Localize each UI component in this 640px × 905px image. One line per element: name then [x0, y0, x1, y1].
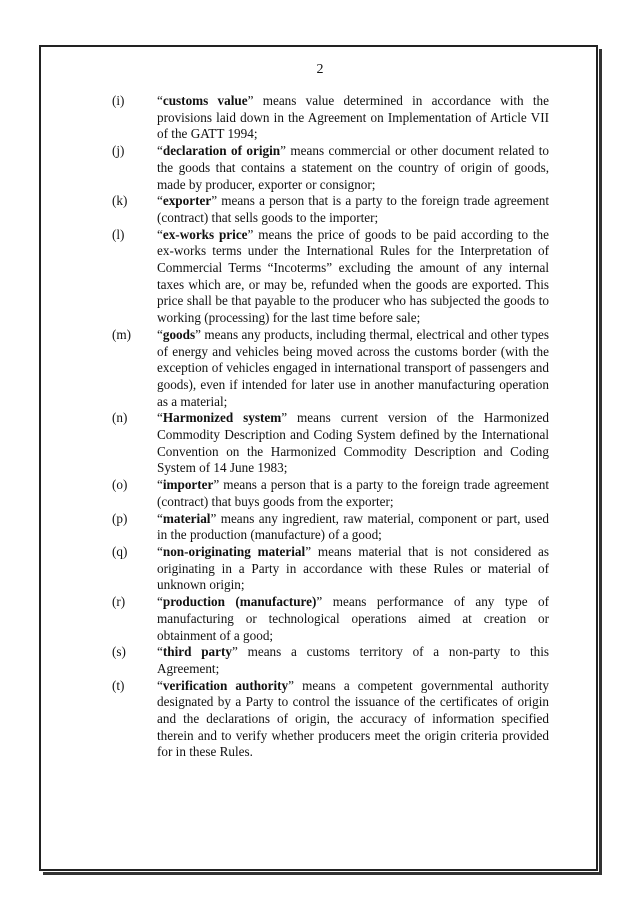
open-quote: “ — [157, 543, 163, 559]
open-quote: “ — [157, 193, 163, 209]
definition-term: Harmonized system — [162, 410, 282, 426]
definition-letter: (r) — [112, 594, 126, 610]
close-quote: ” — [195, 326, 201, 342]
close-quote: ” — [280, 143, 286, 159]
definition-text: means a person that is a party to the foreign trade agreement (contract) that sells goods to the importer; — [157, 193, 549, 225]
definition-q — [112, 544, 549, 594]
definition-text: means a person that is a party to the foreign trade agreement (contract) that buys goods from the exporter; — [157, 477, 549, 509]
open-quote: “ — [157, 410, 163, 426]
definition-letter: (k) — [112, 193, 128, 209]
definition-term: ex-works price — [162, 226, 248, 242]
close-quote: ” — [210, 510, 217, 526]
close-quote: ” — [211, 193, 218, 209]
definition-text: means material that is not considered as originating in a Party in accordance with these Rules or material of unknown origin; — [157, 543, 549, 593]
close-quote: ” — [281, 410, 288, 426]
definition-term: production (manufacture) — [162, 594, 317, 610]
definition-letter: (j) — [112, 143, 125, 159]
open-quote: “ — [157, 143, 163, 159]
definition-letter: (s) — [112, 644, 126, 660]
definition-term: declaration of origin — [162, 143, 281, 159]
definition-l — [112, 227, 549, 327]
definition-letter: (m) — [112, 326, 132, 342]
open-quote: “ — [157, 93, 163, 108]
definition-letter: (n) — [112, 410, 128, 426]
close-quote: ” — [288, 677, 294, 693]
open-quote: “ — [157, 477, 163, 493]
definition-letter: (i) — [112, 93, 125, 108]
definition-term: exporter — [162, 193, 212, 209]
definition-text: means a competent governmental authority designated by a Party to control the issuance of the certificates of origin and the declarations of origin, the accuracy of information specified therein and to verify whether producers meet the origin criteria provided for in these Rules. — [157, 677, 549, 760]
definition-o — [112, 477, 549, 510]
definition-i — [112, 93, 549, 143]
definition-letter: (t) — [112, 677, 125, 693]
open-quote: “ — [157, 510, 163, 526]
close-quote: ” — [247, 226, 254, 242]
definition-term: non-originating material — [162, 543, 306, 559]
definitions-list — [112, 93, 549, 761]
close-quote: ” — [213, 477, 220, 493]
definition-text: means a customs territory of a non-party to this Agreement; — [157, 644, 550, 676]
close-quote: ” — [316, 594, 323, 610]
definition-letter: (l) — [112, 226, 125, 242]
definition-j — [112, 143, 549, 193]
definition-r — [112, 594, 549, 644]
definition-m — [112, 327, 549, 411]
close-quote: ” — [231, 644, 238, 660]
definition-text: means any products, including thermal, electrical and other types of energy and vehicles being moved across the customs border (with the exception of vehicles engaged in international transport of passengers and goods), even if intended for later use in another manufacturing operation as a material; — [157, 326, 549, 409]
definition-text: means any ingredient, raw material, component or part, used in the production (manufacture) of a good; — [157, 510, 549, 543]
definition-letter: (p) — [112, 510, 128, 526]
definition-text: means current version of the Harmonized Commodity Description and Coding System defined by the International Convention on the Harmonized Commodity Description and Coding System of 14 June 1983; — [157, 410, 549, 476]
open-quote: “ — [157, 644, 163, 660]
definition-term: material — [162, 510, 211, 526]
definition-term: importer — [162, 477, 214, 493]
definition-term: goods — [162, 326, 196, 342]
definition-n — [112, 410, 549, 477]
definition-text: means value determined in accordance with the provisions laid down in the Agreement on Implementation of Article VII of the GATT 1994; — [157, 93, 549, 142]
definition-letter: (o) — [112, 477, 128, 493]
close-quote: ” — [305, 543, 312, 559]
definition-term: customs value — [162, 93, 248, 108]
page-number: 2 — [316, 62, 324, 77]
definition-t — [112, 678, 549, 762]
definition-p — [112, 511, 549, 544]
definition-term: verification authority — [162, 677, 289, 693]
definition-text: means the price of goods to be paid according to the ex-works terms under the International Rules for the Interpretation of Commercial Terms “Incoterms” excluding the amount of any internal taxes which are, or may be, refunded when the goods are exported. This price shall be that payable to the producer who has subjected the goods to working (processing) for the last time before sale; — [157, 226, 549, 326]
definition-k — [112, 193, 549, 226]
definition-text: means commercial or other document related to the goods that contains a statement on the country of origin of goods, made by producer, exporter or consignor; — [157, 143, 549, 192]
definition-text: means performance of any type of manufacturing or technological operations aimed at creation or obtainment of a good; — [157, 594, 549, 643]
definition-term: third party — [162, 644, 232, 660]
open-quote: “ — [157, 226, 163, 242]
open-quote: “ — [157, 594, 163, 610]
open-quote: “ — [157, 677, 163, 693]
close-quote: ” — [247, 93, 254, 108]
definition-letter: (q) — [112, 543, 128, 559]
open-quote: “ — [157, 326, 163, 342]
definition-s — [112, 644, 549, 677]
